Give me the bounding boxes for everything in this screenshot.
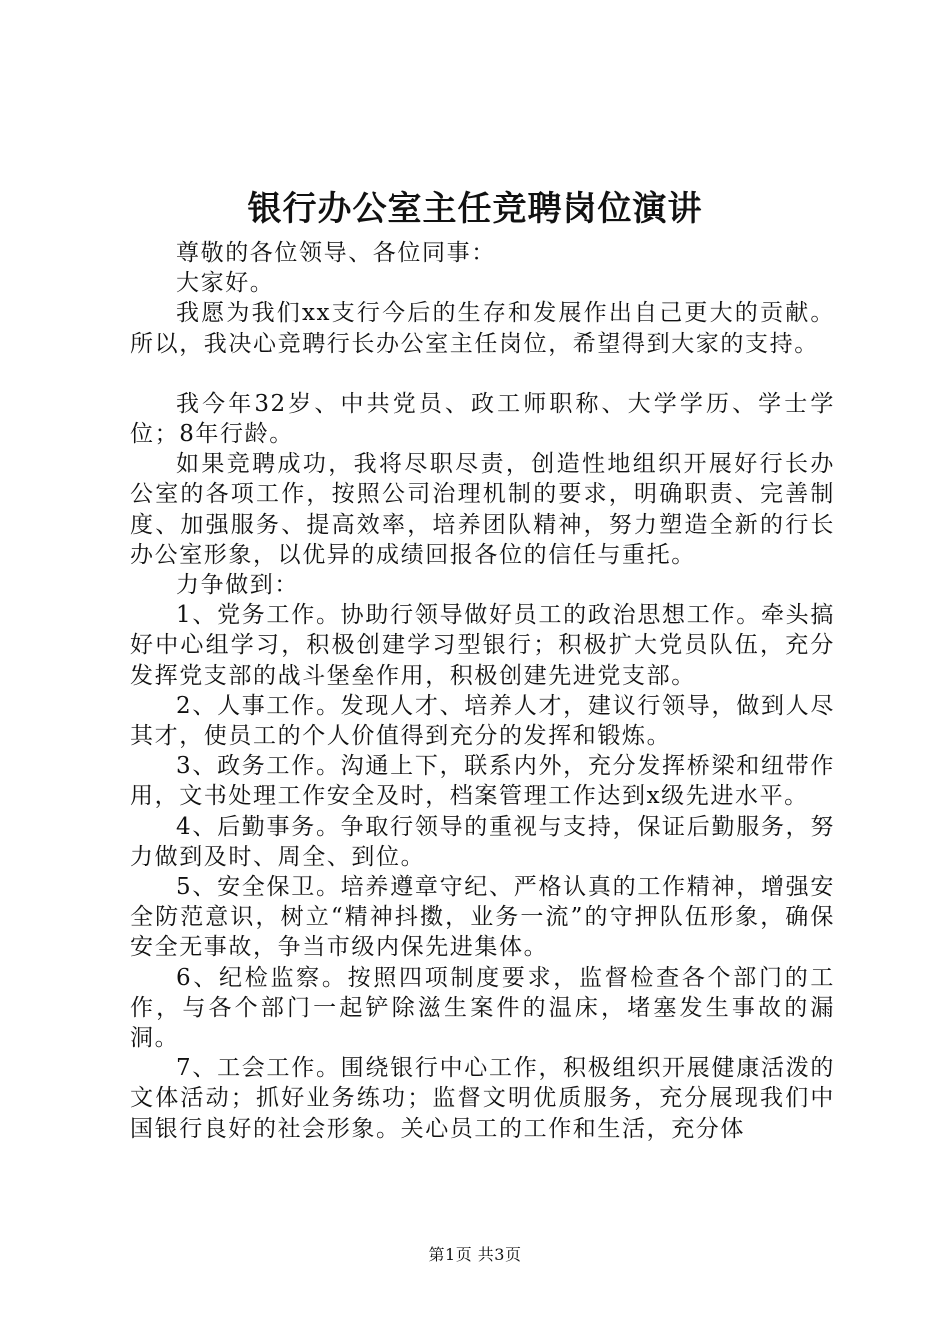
salutation-line: 大家好。 xyxy=(176,270,275,297)
paragraph-item-2: 2、人事工作。发现人才、培养人才，建议行领导，做到人尽其才，使员工的个人价值得到充分的发挥和锻炼。 xyxy=(130,692,835,750)
paragraph-item-4: 4、后勤事务。争取行领导的重视与支持，保证后勤服务，努力做到及时、周全、到位。 xyxy=(130,813,835,870)
paragraph-item-6: 6、纪检监察。按照四项制度要求，监督检查各个部门的工作，与各个部门一起铲除滋生案件的温床，堵塞发生事故的漏洞。 xyxy=(130,964,835,1052)
paragraph-item-5: 5、安全保卫。培养遵章守纪、严格认真的工作精神，增强安全防范意识，树立“精神抖擞，业务一流”的守押队伍形象，确保安全无事故，争当市级内保先进集体。 xyxy=(130,874,835,961)
paragraph-item-1: 1、党务工作。协助行领导做好员工的政治思想工作。牵头搞好中心组学习，积极创建学习型银行；积极扩大党员队伍，充分发挥党支部的战斗堡垒作用，积极创建先进党支部。 xyxy=(130,602,835,689)
paragraph-goals-heading: 力争做到： xyxy=(176,572,299,599)
paragraph-intent: 我愿为我们xx支行今后的生存和发展作出自己更大的贡献。所以，我决心竞聘行长办公室主任岗位，希望得到大家的支持。 xyxy=(130,300,835,357)
document-body xyxy=(130,238,835,1144)
paragraph-item-3: 3、政务工作。沟通上下，联系内外，充分发挥桥梁和纽带作用，文书处理工作安全及时，档案管理工作达到x级先进水平。 xyxy=(130,753,835,810)
paragraph-commitment: 如果竞聘成功，我将尽职尽责，创造性地组织开展好行长办公室的各项工作，按照公司治理机制的要求，明确职责、完善制度、加强服务、提高效率，培养团队精神，努力塑造全新的行长办公室形象，以优异的成绩回报各位的信任与重托。 xyxy=(130,451,835,568)
greeting-line: 尊敬的各位领导、各位同事： xyxy=(176,240,496,266)
page-footer: 第1页 共3页 xyxy=(428,1245,522,1264)
paragraph-profile: 我今年32岁、中共党员、政工师职称、大学学历、学士学位；8年行龄。 xyxy=(130,390,835,448)
document-title: 银行办公室主任竞聘岗位演讲 xyxy=(247,189,703,229)
paragraph-item-7: 7、工会工作。围绕银行中心工作，积极组织开展健康活泼的文体活动；抓好业务练功；监督文明优质服务，充分展现我们中国银行良好的社会形象。关心员工的工作和生活，充分体 xyxy=(130,1055,835,1142)
